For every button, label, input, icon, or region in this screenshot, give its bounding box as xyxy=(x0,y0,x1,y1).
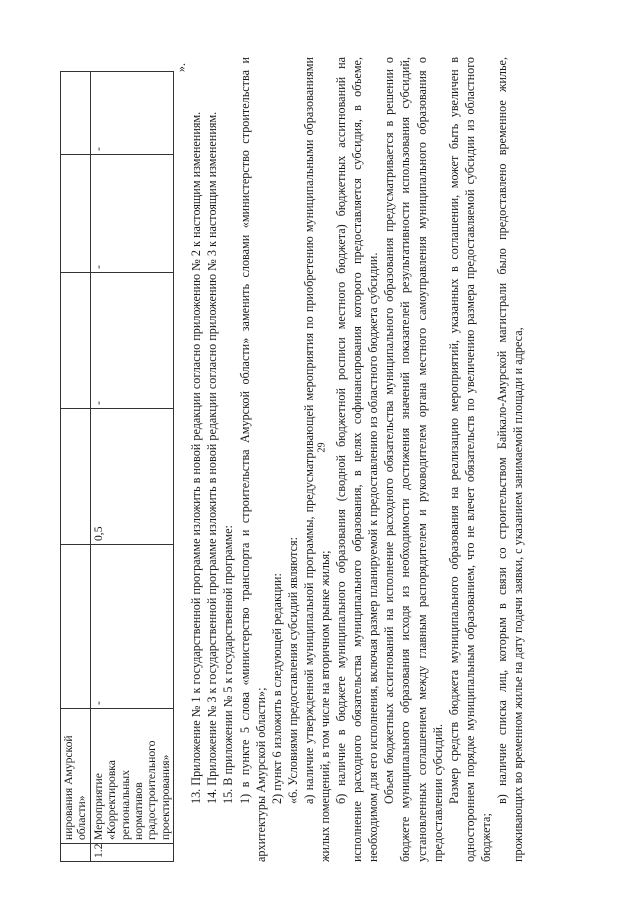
table-cell xyxy=(61,72,91,155)
table-cell xyxy=(61,844,91,862)
value-cell: 0,5 xyxy=(90,409,173,545)
table-closing-quote: ». xyxy=(174,63,189,73)
value-cell: - xyxy=(90,155,173,273)
event-name-cell: Мероприятие «Корректировка региональных нормативов градостроительного проектирования» xyxy=(90,709,173,844)
paragraph: 13. Приложение № 1 к государственной программе изложить в новой редакции согласно приложению № 2 к настоящим изменениям. xyxy=(189,111,204,804)
value-cell: - xyxy=(90,273,173,409)
table-row xyxy=(61,72,91,862)
paragraph: 14. Приложение № 3 к государственной программе изложить в новой редакции согласно приложению № 3 к настоящим изменениям. xyxy=(205,111,220,804)
table-cell xyxy=(61,545,91,709)
table-cell xyxy=(61,409,91,545)
paragraph: в) наличие списка лиц, которым в связи со строительством Байкало-Амурской магистрали было предоставлено временное жилье, проживающих во временном жилье на дату подачи заявки, с указанием занимаемой площади и адреса, xyxy=(495,57,526,862)
rotated-page-content xyxy=(60,57,606,862)
row-number-cell: 1.2 xyxy=(90,844,173,862)
paragraph: б) наличие в бюджете муниципального образования (сводной бюджетной росписи местного бюджета) бюджетных ассигнований на исполнение расходного обязательства муниципального образования, в целях софинансирования которого предоставляется субсидия, в объеме, необходимом для его исполнения, включая размер планируемой к предоставлению из областного бюджета субсидии. xyxy=(334,57,381,862)
table-cell xyxy=(61,155,91,273)
paragraph: Размер средств бюджета муниципального образования на реализацию мероприятий, указанных в соглашении, может быть увеличен в одностороннем порядке муниципальным образованием, что не влечет обязательств по увеличению размера предоставляемой субсидии из областного бюджета; xyxy=(446,57,493,862)
paragraph: 1) в пункте 5 слова «министерство транспорта и строительства Амурской области» заменить словами «министерство строительства и архитектуры Амурской области»; xyxy=(237,57,268,862)
paragraph: 2) пункт 6 изложить в следующей редакции: xyxy=(269,573,284,804)
value-cell: - xyxy=(90,72,173,155)
program-events-table-fragment xyxy=(60,71,174,862)
paragraph: Объем бюджетных ассигнований на исполнение расходного обязательства муниципального образования предусматривается в решении о бюджете муниципального образования исходя из необходимости достижения значений показателей результативности использования субсидий, установленных соглашением между главным распорядителем и руководителем органа местного самоуправления муниципального образования о предоставлении субсидий. xyxy=(382,57,445,862)
table-row xyxy=(90,72,173,862)
value-cell: - xyxy=(90,545,173,709)
document-body xyxy=(188,57,526,862)
paragraph: «6. Условиями предоставления субсидий являются: xyxy=(285,536,300,804)
table-cell xyxy=(61,273,91,409)
paragraph: 15. В приложении № 5 к государственной программе: xyxy=(221,525,236,804)
table-cell-header-continuation: нирования Амурской области» xyxy=(61,709,91,844)
page-number: 29 xyxy=(316,442,328,453)
paragraph: а) наличие утвержденной муниципальной программы, предусматривающей мероприятия по приобретению муниципальными образованиями жилых помещений, в том числе на вторичном рынке жилья; xyxy=(301,57,332,862)
